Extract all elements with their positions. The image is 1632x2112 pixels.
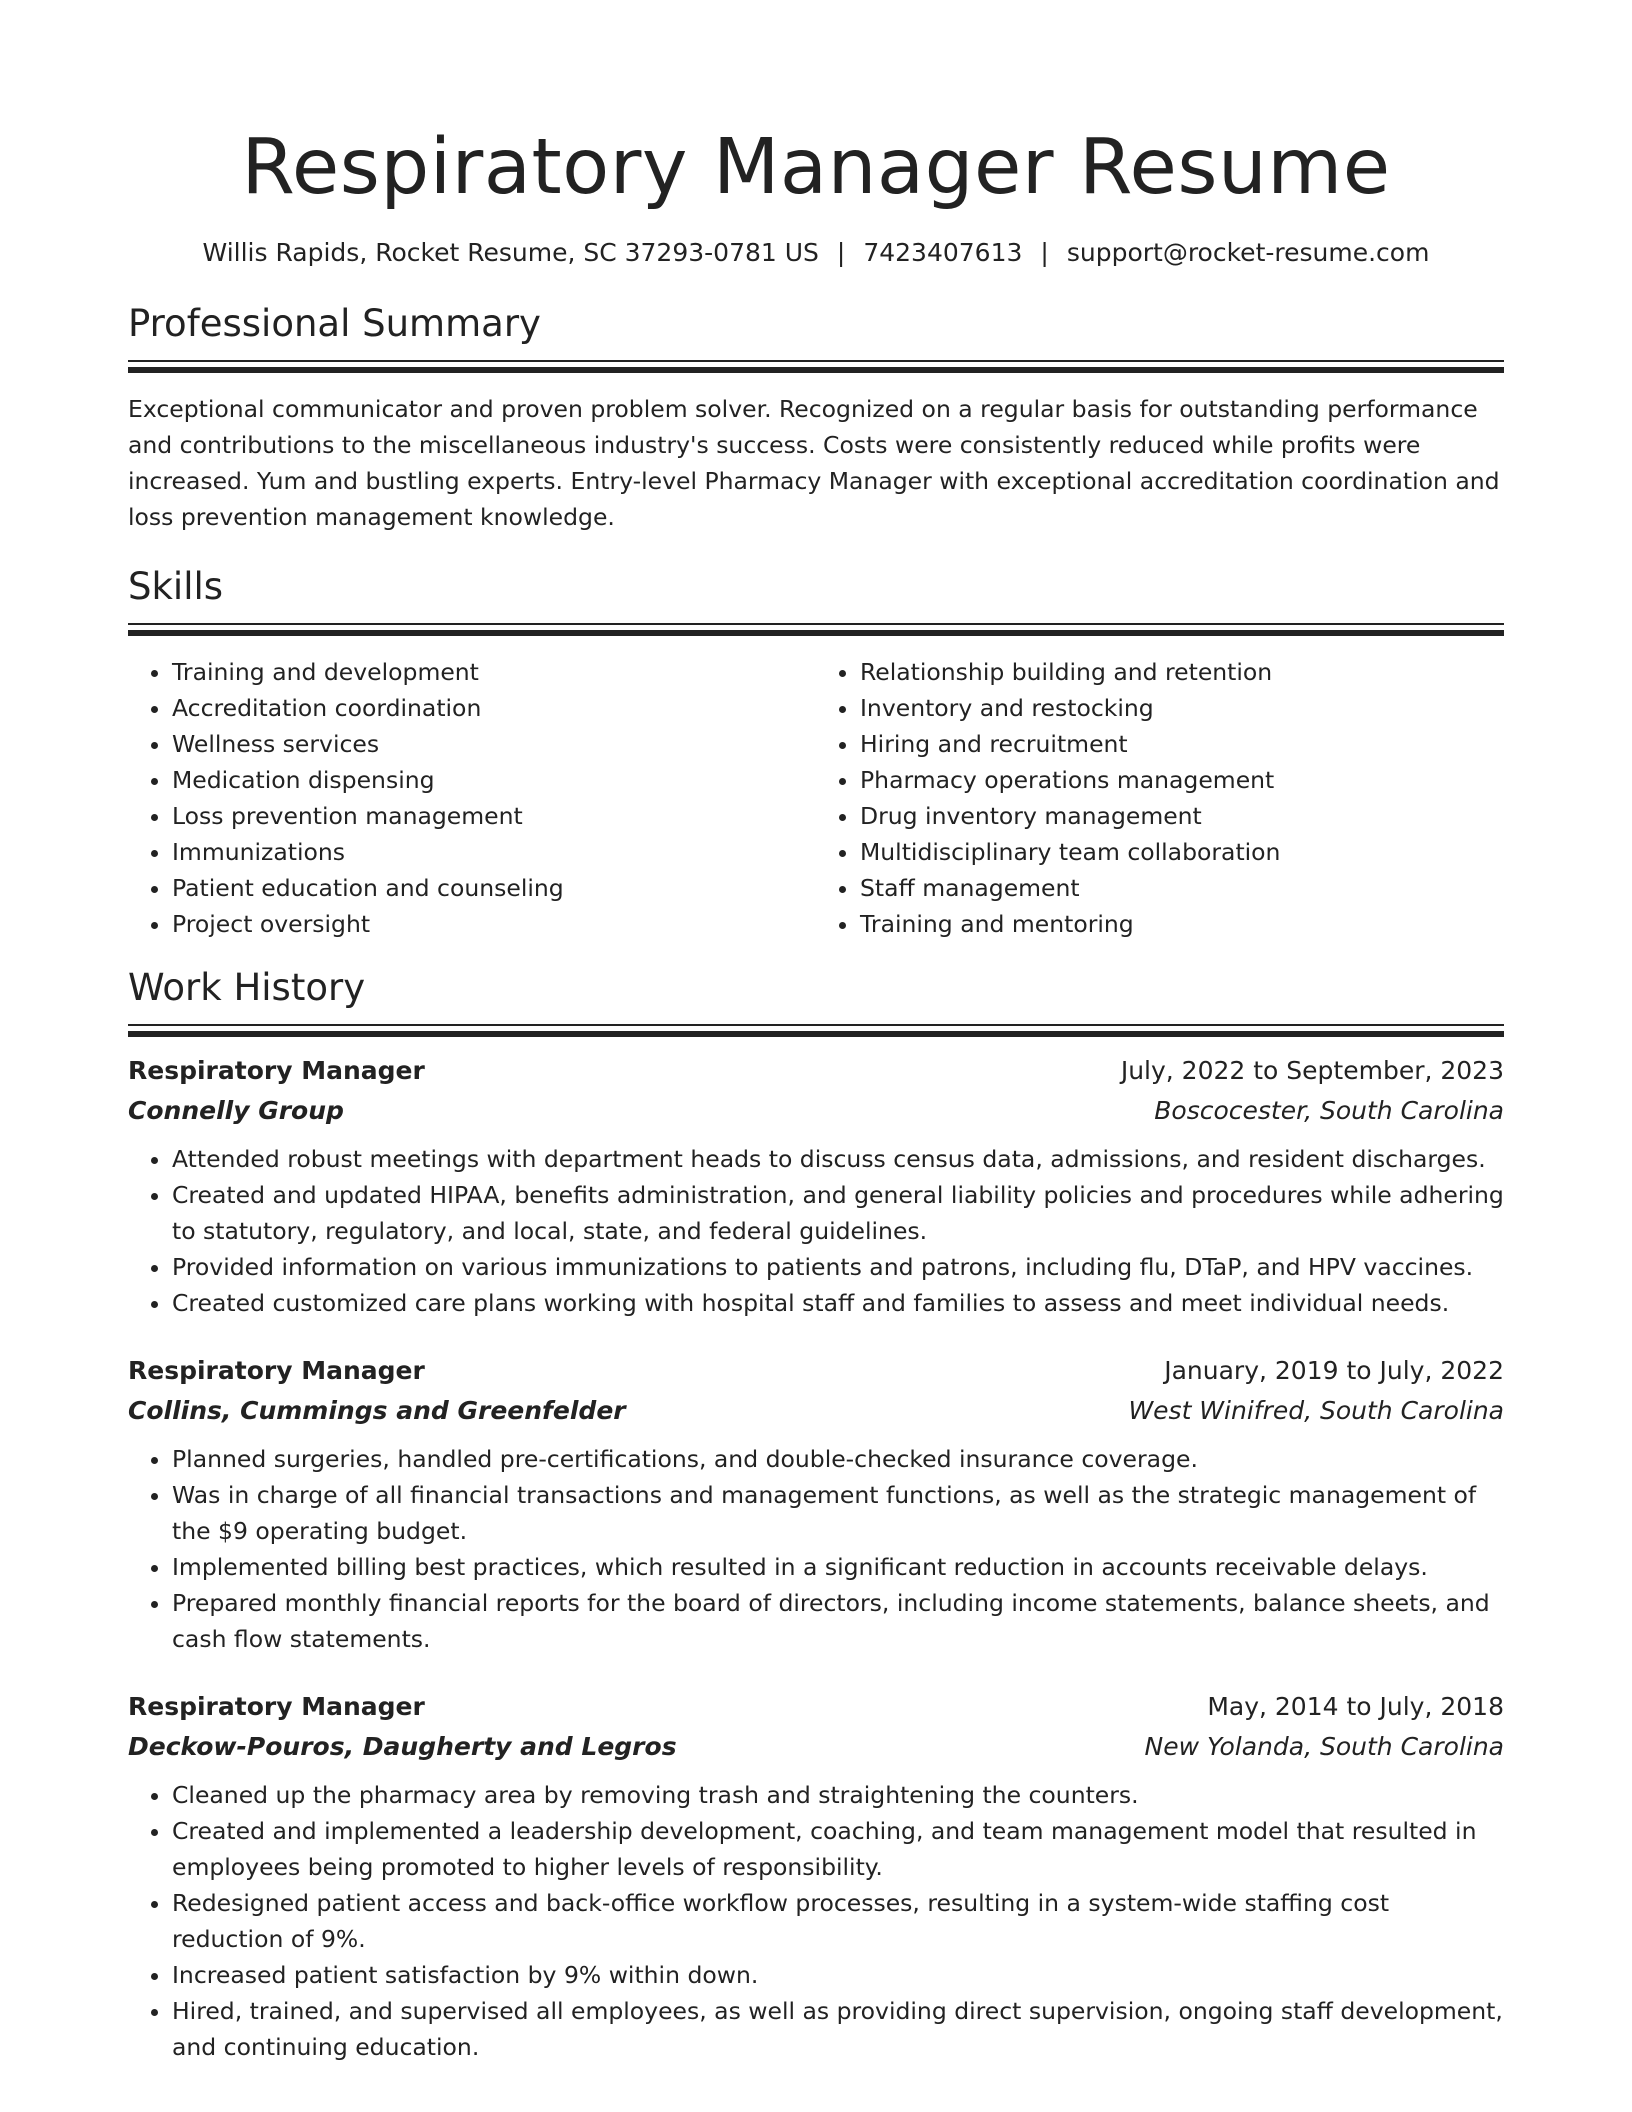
job-location: New Yolanda, South Carolina bbox=[1144, 1732, 1504, 1761]
section-heading-work: Work History bbox=[128, 966, 366, 1009]
contact-separator: | bbox=[836, 238, 846, 267]
skill-item: • Medication dispensing bbox=[172, 762, 816, 798]
job-bullets bbox=[128, 1141, 1504, 1321]
job-bullet: • Increased patient satisfaction by 9% within down. bbox=[172, 1957, 1504, 1993]
skill-item: • Drug inventory management bbox=[860, 798, 1504, 834]
contact-email[interactable]: support@rocket-resume.com bbox=[1066, 238, 1430, 267]
contact-address: Willis Rapids, Rocket Resume, SC 37293-0781 US bbox=[202, 238, 819, 267]
job-bullet: • Created customized care plans working with hospital staff and families to assess and meet individual needs. bbox=[172, 1285, 1504, 1321]
job-dates: May, 2014 to July, 2018 bbox=[1207, 1692, 1504, 1721]
job-bullet: • Cleaned up the pharmacy area by removing trash and straightening the counters. bbox=[172, 1777, 1504, 1813]
job-company: Connelly Group bbox=[128, 1096, 344, 1125]
skills-list-left bbox=[128, 654, 816, 942]
job-bullet: • Implemented billing best practices, which resulted in a significant reduction in accounts receivable delays. bbox=[172, 1549, 1504, 1585]
job-bullet: • Attended robust meetings with department heads to discuss census data, admissions, and resident discharges. bbox=[172, 1141, 1504, 1177]
skill-item: • Multidisciplinary team collaboration bbox=[860, 834, 1504, 870]
job-dates: July, 2022 to September, 2023 bbox=[1120, 1056, 1504, 1085]
skills-columns bbox=[128, 654, 1504, 942]
skill-item: • Pharmacy operations management bbox=[860, 762, 1504, 798]
skill-item: • Staff management bbox=[860, 870, 1504, 906]
contact-phone: 7423407613 bbox=[863, 238, 1023, 267]
section-divider bbox=[128, 360, 1504, 373]
job-entry bbox=[128, 1051, 1504, 1321]
skill-item: • Patient education and counseling bbox=[172, 870, 816, 906]
skill-item: • Relationship building and retention bbox=[860, 654, 1504, 690]
skill-item: • Accreditation coordination bbox=[172, 690, 816, 726]
job-location: Boscocester, South Carolina bbox=[1154, 1096, 1504, 1125]
skill-item: • Project oversight bbox=[172, 906, 816, 942]
job-dates: January, 2019 to July, 2022 bbox=[1164, 1356, 1504, 1385]
summary-text: Exceptional communicator and proven problem solver. Recognized on a regular basis for outstanding performance and contributions to the miscellaneous industry's success. Costs were consistently reduced while profits were increased. Yum and bustling experts. Entry-level Pharmacy Manager with exceptional accreditation coordination and loss prevention management knowledge. bbox=[128, 395, 1500, 531]
job-company: Collins, Cummings and Greenfelder bbox=[128, 1396, 626, 1425]
summary-section bbox=[128, 300, 1504, 535]
job-bullet: • Provided information on various immunizations to patients and patrons, including flu, DTaP, and HPV vaccines. bbox=[172, 1249, 1504, 1285]
job-bullet: • Planned surgeries, handled pre-certifications, and double-checked insurance coverage. bbox=[172, 1441, 1504, 1477]
job-bullet: • Prepared monthly financial reports for the board of directors, including income statements, balance sheets, and cash flow statements. bbox=[172, 1585, 1504, 1657]
section-divider bbox=[128, 1024, 1504, 1037]
resume-page bbox=[128, 0, 1504, 2065]
job-company: Deckow-Pouros, Daugherty and Legros bbox=[128, 1732, 677, 1761]
job-bullet: • Redesigned patient access and back-office workflow processes, resulting in a system-wide staffing cost reduction of 9%. bbox=[172, 1885, 1504, 1957]
job-entry bbox=[128, 1687, 1504, 2065]
section-heading-summary: Professional Summary bbox=[128, 302, 541, 345]
job-bullets bbox=[128, 1441, 1504, 1657]
skill-item: • Inventory and restocking bbox=[860, 690, 1504, 726]
job-bullet: • Created and updated HIPAA, benefits administration, and general liability policies and procedures while adhering to statutory, regulatory, and local, state, and federal guidelines. bbox=[172, 1177, 1504, 1249]
skill-item: • Hiring and recruitment bbox=[860, 726, 1504, 762]
contact-separator: | bbox=[1040, 238, 1049, 267]
job-entry bbox=[128, 1351, 1504, 1657]
job-bullet: • Was in charge of all financial transactions and management functions, as well as the strategic management of the $9 operating budget. bbox=[172, 1477, 1504, 1549]
skill-item: • Training and development bbox=[172, 654, 816, 690]
job-location: West Winifred, South Carolina bbox=[1128, 1396, 1504, 1425]
work-section bbox=[128, 964, 1504, 2065]
skill-item: • Wellness services bbox=[172, 726, 816, 762]
skill-item: • Loss prevention management bbox=[172, 798, 816, 834]
skill-item: • Training and mentoring bbox=[860, 906, 1504, 942]
skill-item: • Immunizations bbox=[172, 834, 816, 870]
job-title: Respiratory Manager bbox=[128, 1056, 425, 1085]
job-title: Respiratory Manager bbox=[128, 1692, 425, 1721]
job-bullets bbox=[128, 1777, 1504, 2065]
job-bullet: • Hired, trained, and supervised all employees, as well as providing direct supervision, ongoing staff development, and continuing education. bbox=[172, 1993, 1504, 2065]
contact-line bbox=[128, 236, 1504, 270]
job-title: Respiratory Manager bbox=[128, 1356, 425, 1385]
section-divider bbox=[128, 623, 1504, 636]
skills-list-right bbox=[816, 654, 1504, 942]
job-bullet: • Created and implemented a leadership development, coaching, and team management model that resulted in employees being promoted to higher levels of responsibility. bbox=[172, 1813, 1504, 1885]
skills-section bbox=[128, 563, 1504, 942]
resume-title: Respiratory Manager Resume bbox=[241, 123, 1391, 212]
section-heading-skills: Skills bbox=[128, 565, 224, 608]
